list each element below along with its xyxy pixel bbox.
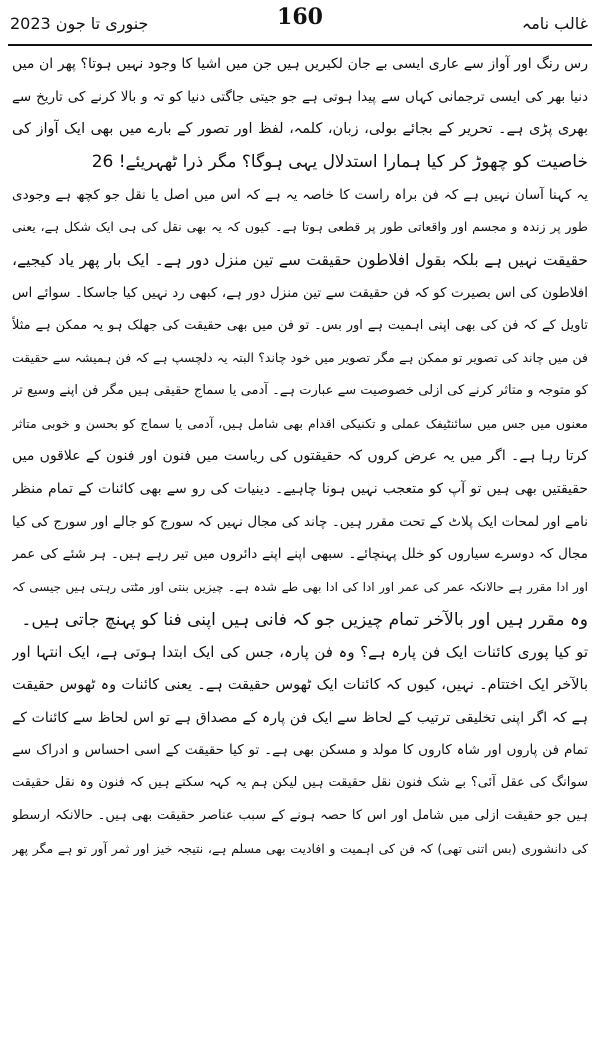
text-line: تمام فن پاروں اور شاہ کاروں کا مولد و مسکن بھی ہے۔ تو کیا حقیقت کے اسی احساس و ادراک سے (12, 742, 588, 759)
text-line: کرتا رہا ہے۔ اگر میں یہ عرض کروں کہ حقیقتوں کی ریاست میں فنون اور فنون کے علاقوں میں (12, 448, 588, 465)
text-line: اور ادا مقرر ہے حالانکہ عمر کی عمر اور ادا کی ادا بھی طے شدہ ہے۔ چیزیں بنتی اور مٹتی رہتی ہیں جیسی کہ (12, 580, 588, 594)
issue-date: جنوری تا جون 2023 (10, 14, 149, 33)
text-line: حقیقتیں بھی ہیں تو آپ کو متعجب نہیں ہونا چاہیے۔ دینیات کی رو سے بھی کائنات کے تمام منظر (12, 480, 588, 497)
text-line: نامے اور لمحات ایک پلاٹ کے تحت مقرر ہیں۔ چاند کی مجال نہیں کہ سورج کو جالے اور سورج کی کیا (12, 513, 588, 530)
header-rule (8, 44, 592, 46)
text-line: کو متوجہ و متاثر کرنے کی ازلی خصوصیت سے عبارت ہے۔ آدمی یا سماج حقیقی ہیں مگر فن اپنے وسیع تر (12, 382, 588, 398)
text-line: طور پر زندہ و مجسم اور واقعاتی طور پر قطعی ہوتا ہے۔ کیوں کہ یہ بھی نقل کی ہی ایک شکل ہے، یعنی (12, 219, 588, 235)
text-line: ہے کہ اگر اپنی تخلیقی ترتیب کے لحاظ سے ایک فن پارہ کے مصداق ہے تو اس لحاظ سے کائنات کے (12, 709, 588, 726)
text-line: کی دانشوری (بس اتنی تھی) کہ فن کی اہمیت و افادیت بھی مسلم ہے، نتیجہ خیز اور ثمر آور تو ہے مگر پھر (12, 840, 588, 856)
text-line: افلاطون کی اس بصیرت کو کہ فن حقیقت سے تین منزل دور ہے، کبھی رد نہیں کیا جاسکا۔ سوائے اس (12, 284, 588, 301)
article-body (12, 48, 588, 1056)
text-line: معنوں میں جس میں سائنٹیفک عملی و تکنیکی اقدام بھی شامل ہیں، آدمی یا سماج کو بحسن و خوبی متاثر (12, 415, 588, 431)
text-line: تاویل کے کہ فن کی بھی اپنی اہمیت ہے اور بس۔ تو فن میں بھی حقیقت کی جھلک ہو یہ ممکن ہے مثلاً (12, 317, 588, 333)
text-line: بھری پڑی ہے۔ تحریر کے بجائے بولی، زبان، کلمہ، لفظ اور تصور کے بارے میں بھی ایک آواز کی (12, 121, 588, 138)
text-line: ہیں جو حقیقت ازلی میں شامل اور اس کا حصہ ہونے کے سبب عناصر حقیقت بھی ہیں۔ حالانکہ ارسطو (12, 807, 588, 823)
text-line: حقیقت نہیں ہے بلکہ بقول افلاطون حقیقت سے تین منزل دور ہے۔ ایک بار پھر یاد کیجیے، (12, 251, 588, 270)
text-line: دنیا بھر کی ایسی ترجمانی کہاں سے پیدا ہوتی ہے جو جیتی جاگتی دنیا کو تہ و بالا کرنے کی تاریخ سے (12, 88, 588, 105)
text-line: فن میں چاند کی تصویر تو ممکن ہے مگر تصویر میں خود چاند؟ البتہ یہ دلچسپ ہے کہ فن ہمیشہ سے حقیقت (12, 350, 588, 366)
page-number: 160 (277, 4, 323, 30)
text-line: مجال کہ دوسرے سیاروں کو خلل پہنچائے۔ سبھی اپنے اپنے دائروں میں تیر رہے ہیں۔ ہر شئے کی عمر (12, 546, 588, 563)
text-line: تو کیا پوری کائنات ایک فن پارہ ہے؟ وہ فن پارہ، جس کی ایک ابتدا ہوتی ہے، ایک انتہا اور (12, 643, 588, 662)
paragraph (12, 179, 588, 637)
page-header (0, 0, 600, 46)
text-line: رس رنگ اور آواز سے عاری ایسی بے جان لکیریں ہیں جن میں اشیا کا وجود نہیں ہوتا؟ پھر ان میں (12, 56, 588, 72)
journal-title: غالب نامہ (521, 14, 588, 33)
text-line: خاصیت کو چھوڑ کر کیا ہمارا استدلال یہی ہوگا؟ مگر ذرا ٹھہریئے! 26 (91, 152, 588, 173)
text-line: بالآخر ایک اختتام۔ نہیں، کیوں کہ کائنات ایک ٹھوس حقیقت ہے۔ یعنی کائنات وہ ٹھوس حقیقت (12, 677, 588, 694)
text-line: سوانگ کی عقل آئی؟ بے شک فنون نقل حقیقت ہیں لیکن ہم یہ کہہ سکتے ہیں کہ فنون وہ نقل حقیقت (12, 775, 588, 791)
paragraph (12, 48, 588, 179)
text-line: یہ کہنا آسان نہیں ہے کہ فن براہ راست کا خاصہ یہ ہے کہ اس میں اصل یا نقل جو کچھ ہے وجودی (12, 186, 588, 203)
text-line: وہ مقرر ہیں اور بالآخر تمام چیزیں جو کہ فانی ہیں اپنی فنا کو پہنچ جاتی ہیں۔ (21, 609, 588, 630)
paragraph (12, 636, 588, 865)
